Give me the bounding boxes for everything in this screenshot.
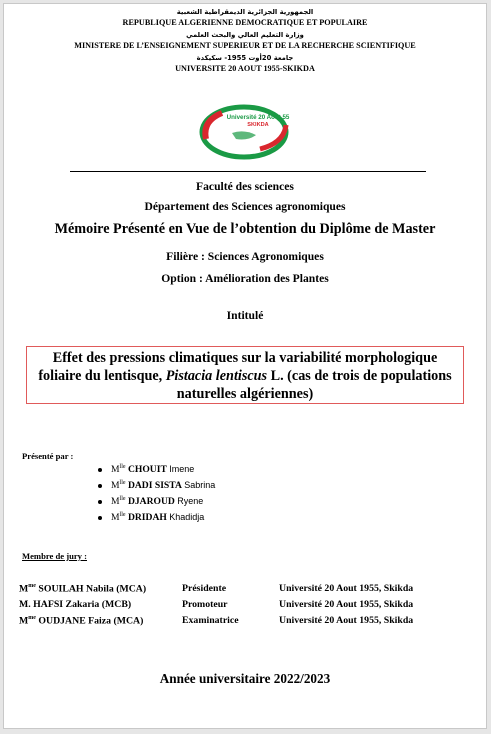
bullet-icon <box>98 484 102 488</box>
header-republic: REPUBLIQUE ALGERIENNE DEMOCRATIQUE ET POPULAIRE <box>122 18 368 27</box>
header-ministry: MINISTERE DE L’ENSEIGNEMENT SUPERIEUR ET DE LA RECHERCHE SCIENTIFIQUE <box>74 41 416 50</box>
thesis-title-box <box>26 346 464 404</box>
species-name: Pistacia lentiscus <box>165 368 268 384</box>
jury-member-affiliation: Université 20 Aout 1955, Skikda <box>279 615 414 626</box>
thesis-title-line2 <box>27 367 463 385</box>
jury-member-name: $M^{me}$ OUDJANE Faiza (MCA) <box>19 615 144 627</box>
intitule-label: Intitulé <box>226 309 264 322</box>
cover-page <box>3 3 487 729</box>
jury-member-affiliation: Université 20 Aout 1955, Skikda <box>279 599 414 610</box>
jury-member-name: $M^{me}$ SOUILAH Nabila (MCA) <box>19 583 147 595</box>
header-arabic-republic: الجمهورية الجزائرية الديمقراطية الشعبية <box>176 8 314 16</box>
thesis-title-line2-start: foliaire du lentisque, <box>38 368 166 384</box>
header-arabic-university: جامعة 20أوت 1955- سكيكدة <box>196 54 294 62</box>
logo-leaf <box>232 131 256 139</box>
option: Option : Amélioration des Plantes <box>161 272 329 285</box>
student-item: $M^{lle}$ DADI SISTA Sabrina <box>98 480 215 491</box>
bullet-icon <box>98 516 102 520</box>
header-arabic-ministry: وزارة التعليم العالي والبحث العلمي <box>186 31 304 39</box>
logo-text-university: Université 20 Août 55 <box>226 114 290 121</box>
thesis-title-line2-end: L. (cas de trois de populations <box>267 368 452 384</box>
student-item: $M^{lle}$ CHOUIT Imene <box>98 464 194 475</box>
thesis-title-line3: naturelles algériennes) <box>176 386 314 402</box>
header-divider <box>70 171 426 172</box>
university-logo <box>192 99 302 161</box>
jury-member-role: Examinatrice <box>182 615 239 626</box>
jury-member-role: Promoteur <box>182 599 228 610</box>
jury-member-role: Présidente <box>182 583 227 594</box>
department-name: Département des Sciences agronomiques <box>144 200 346 213</box>
header-university: UNIVERSITE 20 AOUT 1955-SKIKDA <box>175 64 315 73</box>
logo-text-city: SKIKDA <box>247 122 269 128</box>
bullet-icon <box>98 468 102 472</box>
jury-member-name: M. HAFSI Zakaria (MCB) <box>19 599 132 610</box>
jury-label: Membre de jury : <box>22 551 87 561</box>
bullet-icon <box>98 500 102 504</box>
jury-member-affiliation: Université 20 Aout 1955, Skikda <box>279 583 414 594</box>
academic-year: Année universitaire 2022/2023 <box>159 671 331 686</box>
student-item: $M^{lle}$ DJAROUD Ryene <box>98 496 203 507</box>
thesis-purpose: Mémoire Présenté en Vue de l’obtention du Diplôme de Master <box>54 221 436 237</box>
student-item: $M^{lle}$ DRIDAH Khadidja <box>98 512 204 523</box>
presented-by-label: Présenté par : <box>22 451 74 461</box>
faculty-name: Faculté des sciences <box>196 180 294 193</box>
filiere: Filière : Sciences Agronomiques <box>166 250 324 263</box>
thesis-title-line1: Effet des pressions climatiques sur la variabilité morphologique <box>52 350 438 366</box>
